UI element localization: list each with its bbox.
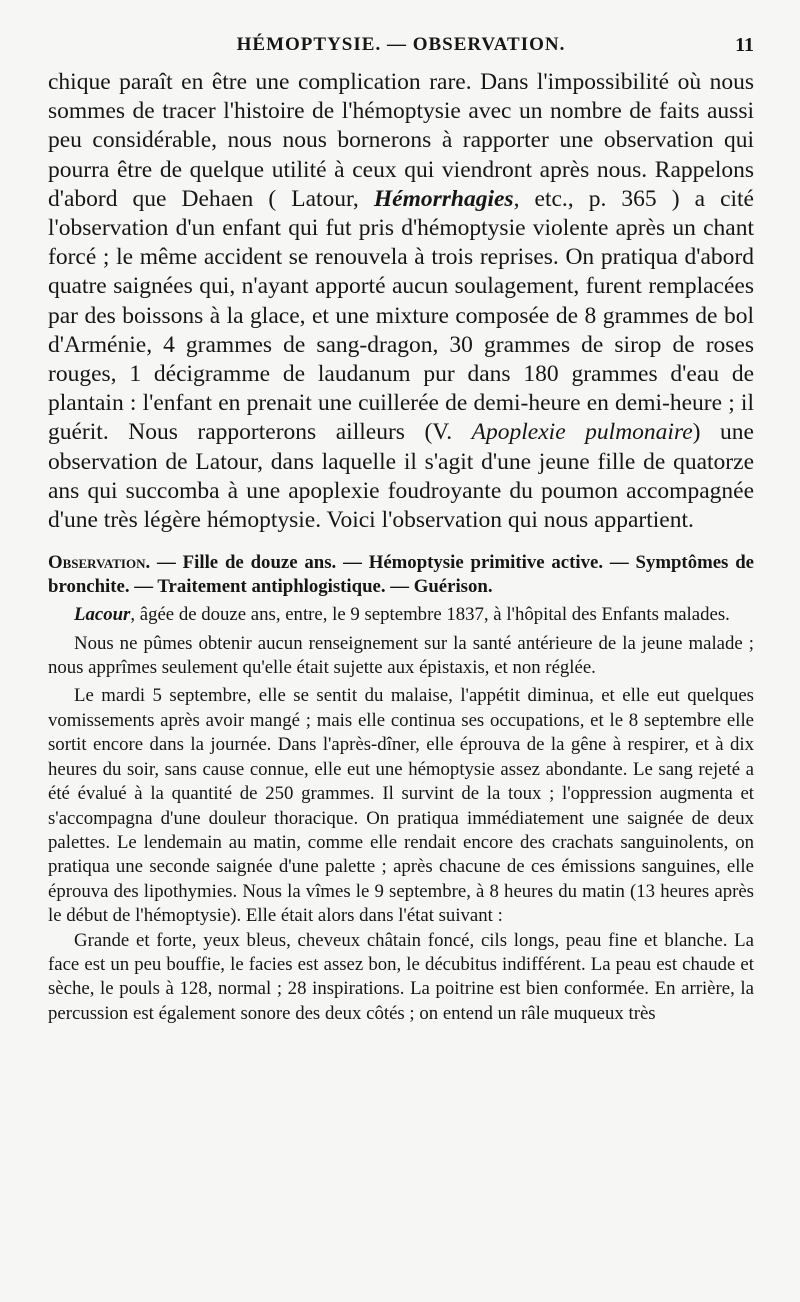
patient-name: Lacour [74, 604, 131, 626]
citation-title: Hémorrhagies [373, 185, 514, 212]
observation-heading [48, 551, 754, 599]
intro-text-3: ) une observation de Latour, dans laquelle il s'agit d'une jeune fille de quatorze ans qui succomba à une apoplexie foudroyante du poumon accompagnée d'une très légère hémoptysie. Voici l'observation qui nous appartient. [48, 419, 754, 534]
observation-paragraph-4: Grande et forte, yeux bleus, cheveux châtain foncé, cils longs, peau fine et blanche. La face est un peu bouffie, le facies est assez bon, le décubitus indifférent. La peau est chaude et sèche, le pouls à 128, normal ; 28 inspirations. La poitrine est bien conformée. En arrière, la percussion est également sonore des deux côtés ; on entend un râle muqueux très [48, 929, 754, 1024]
observation-paragraph-1 [48, 603, 754, 627]
intro-text-2: , etc., p. 365 ) a cité l'observation d'un enfant qui fut pris d'hémoptysie violente après un chant forcé ; le même accident se renouvela à trois reprises. On pratiqua d'abord quatre saignées qui, n'ayant apporté aucun soulagement, furent remplacées par des boissons à la glace, et une mixture composée de 8 grammes de bol d'Arménie, 4 grammes de sang-dragon, 30 grammes de sirop de roses rouges, 1 décigramme de laudanum pur dans 180 grammes d'eau de plantain : l'enfant en prenait une cuillerée de demi-heure en demi-heure ; il guérit. Nous rapporterons ailleurs (V. [48, 185, 754, 446]
cross-reference: Apoplexie pulmonaire [471, 419, 693, 446]
observation-summary: — Fille de douze ans. — Hémoptysie primitive active. — Symptômes de bronchite. — Traitement antiphlogistique. — Guérison. [48, 552, 754, 598]
intro-text-1: chique paraît en être une complication rare. Dans l'impossibilité où nous sommes de tracer l'histoire de l'hémoptysie avec un nombre de faits aussi peu considérable, nous nous bornerons à rapporter une observation qui pourra être de quelque utilité à ceux qui viendront après nous. Rappelons d'abord que Dehaen ( Latour, [48, 69, 754, 212]
observation-paragraph-3: Le mardi 5 septembre, elle se sentit du malaise, l'appétit diminua, et elle eut quelques vomissements après avoir mangé ; mais elle continua ses occupations, et le 8 septembre elle sortit encore dans la journée. Dans l'après-dîner, elle éprouva de la gêne à respirer, et à dix heures du soir, sans cause connue, elle eut une hémoptysie assez abondante. Le sang rejeté a été évalué à la quantité de 250 grammes. Il survint de la toux ; l'oppression augmenta et s'accompagna d'une douleur thoracique. On pratiqua immédiatement une saignée de deux palettes. Le lendemain au matin, comme elle rendait encore des crachats sanguinolents, on pratiqua une seconde saignée d'une palette ; après chacune de ces émissions sanguines, elle éprouva des lipothymies. Nous la vîmes le 9 septembre, à 8 heures du matin (13 heures après le début de l'hémoptysie). Elle était alors dans l'état suivant : [48, 685, 754, 927]
intro-paragraph [48, 68, 754, 535]
book-page [48, 34, 754, 1026]
observation-paragraph-2: Nous ne pûmes obtenir aucun renseignement sur la santé antérieure de la jeune malade ; nous apprîmes seulement qu'elle était sujette aux épistaxis, et non réglée. [48, 632, 754, 679]
running-head [48, 34, 754, 68]
observation-label: Observation. [48, 552, 151, 574]
page-number: 11 [735, 34, 754, 56]
observation-text-1: , âgée de douze ans, entre, le 9 septembre 1837, à l'hôpital des Enfants malades. [130, 604, 730, 626]
running-head-title: HÉMOPTYSIE. — OBSERVATION. [236, 34, 566, 55]
